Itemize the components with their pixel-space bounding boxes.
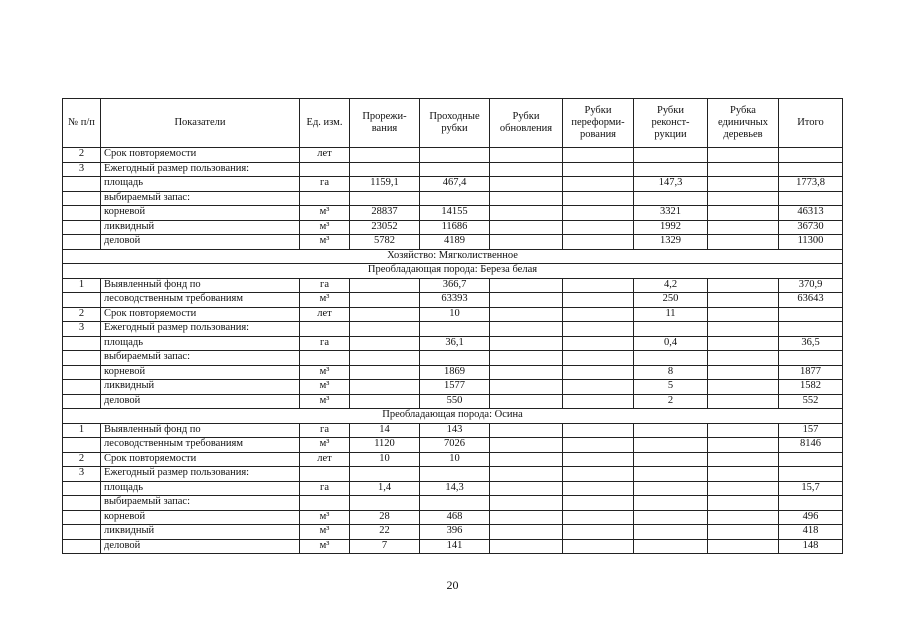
row-unit: га [300, 278, 350, 293]
cell-reconstruction-cutting [634, 452, 708, 467]
cell-reform-cutting [563, 467, 634, 482]
header-reform-cutting: Рубки переформи-рования [563, 99, 634, 148]
row-unit: га [300, 336, 350, 351]
table-row [63, 278, 843, 293]
header-unit: Ед. изм. [300, 99, 350, 148]
section-title: Преобладающая порода: Осина [63, 409, 843, 424]
row-number [63, 394, 101, 409]
cell-reconstruction-cutting: 147,3 [634, 177, 708, 192]
cell-renewal-cutting [490, 322, 563, 337]
header-indicator: Показатели [101, 99, 300, 148]
row-indicator: деловой [101, 394, 300, 409]
row-unit: лет [300, 452, 350, 467]
cell-total [779, 322, 843, 337]
cell-reconstruction-cutting [634, 322, 708, 337]
cell-reconstruction-cutting: 11 [634, 307, 708, 322]
cell-total: 496 [779, 510, 843, 525]
row-number [63, 235, 101, 250]
row-indicator: площадь [101, 481, 300, 496]
header-thinning: Прорежи-вания [350, 99, 420, 148]
cell-renewal-cutting [490, 423, 563, 438]
row-unit: м³ [300, 235, 350, 250]
row-unit: га [300, 481, 350, 496]
cell-reconstruction-cutting: 3321 [634, 206, 708, 221]
cell-thinning: 7 [350, 539, 420, 554]
cell-passage-cutting: 550 [420, 394, 490, 409]
cell-single-tree-cutting [708, 467, 779, 482]
cell-single-tree-cutting [708, 394, 779, 409]
cell-total: 552 [779, 394, 843, 409]
cell-renewal-cutting [490, 206, 563, 221]
row-indicator: Срок повторяемости [101, 452, 300, 467]
row-number: 1 [63, 278, 101, 293]
section-row [63, 249, 843, 264]
row-number [63, 380, 101, 395]
table-row [63, 467, 843, 482]
cell-renewal-cutting [490, 539, 563, 554]
cell-single-tree-cutting [708, 148, 779, 163]
cell-passage-cutting: 10 [420, 307, 490, 322]
row-indicator: выбираемый запас: [101, 351, 300, 366]
cell-renewal-cutting [490, 496, 563, 511]
row-indicator: корневой [101, 510, 300, 525]
cell-total: 46313 [779, 206, 843, 221]
cell-passage-cutting: 7026 [420, 438, 490, 453]
row-unit: м³ [300, 510, 350, 525]
row-indicator: площадь [101, 177, 300, 192]
row-number [63, 177, 101, 192]
cell-renewal-cutting [490, 438, 563, 453]
row-number [63, 481, 101, 496]
cell-single-tree-cutting [708, 539, 779, 554]
cell-thinning: 28 [350, 510, 420, 525]
row-number: 3 [63, 322, 101, 337]
forest-usage-table-page [62, 98, 825, 554]
row-number [63, 438, 101, 453]
row-unit: лет [300, 307, 350, 322]
cell-reform-cutting [563, 206, 634, 221]
cell-reconstruction-cutting: 1329 [634, 235, 708, 250]
cell-renewal-cutting [490, 148, 563, 163]
row-number [63, 365, 101, 380]
cell-reform-cutting [563, 278, 634, 293]
cell-reform-cutting [563, 365, 634, 380]
row-indicator: выбираемый запас: [101, 496, 300, 511]
table-row [63, 351, 843, 366]
row-unit: м³ [300, 394, 350, 409]
header-num: № п/п [63, 99, 101, 148]
cell-reconstruction-cutting: 0,4 [634, 336, 708, 351]
cell-reform-cutting [563, 525, 634, 540]
cell-reform-cutting [563, 481, 634, 496]
cell-passage-cutting [420, 162, 490, 177]
cell-renewal-cutting [490, 307, 563, 322]
cell-total: 36730 [779, 220, 843, 235]
row-indicator: площадь [101, 336, 300, 351]
cell-passage-cutting [420, 467, 490, 482]
row-unit [300, 351, 350, 366]
cell-reconstruction-cutting [634, 481, 708, 496]
cell-renewal-cutting [490, 380, 563, 395]
row-unit: лет [300, 148, 350, 163]
cell-passage-cutting: 1869 [420, 365, 490, 380]
cell-total [779, 467, 843, 482]
cell-total: 1773,8 [779, 177, 843, 192]
cell-reconstruction-cutting [634, 423, 708, 438]
cell-passage-cutting: 141 [420, 539, 490, 554]
cell-reconstruction-cutting [634, 191, 708, 206]
cell-thinning [350, 278, 420, 293]
cell-total: 418 [779, 525, 843, 540]
cell-single-tree-cutting [708, 162, 779, 177]
cell-reform-cutting [563, 423, 634, 438]
cell-passage-cutting [420, 148, 490, 163]
row-unit [300, 467, 350, 482]
cell-single-tree-cutting [708, 365, 779, 380]
table-row [63, 394, 843, 409]
cell-reconstruction-cutting [634, 162, 708, 177]
row-indicator: Ежегодный размер пользования: [101, 467, 300, 482]
cell-reform-cutting [563, 322, 634, 337]
cell-thinning [350, 351, 420, 366]
row-unit: м³ [300, 380, 350, 395]
cell-single-tree-cutting [708, 438, 779, 453]
row-indicator: ликвидный [101, 380, 300, 395]
cell-thinning: 1120 [350, 438, 420, 453]
row-number [63, 351, 101, 366]
cell-total [779, 496, 843, 511]
cell-reform-cutting [563, 351, 634, 366]
cell-renewal-cutting [490, 278, 563, 293]
row-indicator: Ежегодный размер пользования: [101, 162, 300, 177]
cell-total: 11300 [779, 235, 843, 250]
cell-passage-cutting: 14155 [420, 206, 490, 221]
cell-single-tree-cutting [708, 510, 779, 525]
row-number: 1 [63, 423, 101, 438]
cell-total: 63643 [779, 293, 843, 308]
row-indicator: лесоводственным требованиям [101, 293, 300, 308]
table-row [63, 177, 843, 192]
cell-passage-cutting: 36,1 [420, 336, 490, 351]
cell-reform-cutting [563, 380, 634, 395]
row-indicator: Срок повторяемости [101, 148, 300, 163]
cell-total [779, 452, 843, 467]
table-row [63, 307, 843, 322]
cell-passage-cutting: 11686 [420, 220, 490, 235]
row-unit: м³ [300, 206, 350, 221]
table-row [63, 525, 843, 540]
row-indicator: ликвидный [101, 220, 300, 235]
cell-single-tree-cutting [708, 235, 779, 250]
table-row [63, 148, 843, 163]
cell-renewal-cutting [490, 177, 563, 192]
cell-renewal-cutting [490, 525, 563, 540]
row-unit: м³ [300, 220, 350, 235]
cell-total [779, 162, 843, 177]
cell-reform-cutting [563, 336, 634, 351]
row-number [63, 525, 101, 540]
row-unit [300, 496, 350, 511]
table-row [63, 293, 843, 308]
cell-thinning: 1,4 [350, 481, 420, 496]
section-row [63, 264, 843, 279]
cell-passage-cutting [420, 191, 490, 206]
cell-reform-cutting [563, 293, 634, 308]
cell-renewal-cutting [490, 162, 563, 177]
cell-renewal-cutting [490, 394, 563, 409]
cell-passage-cutting: 63393 [420, 293, 490, 308]
cell-reform-cutting [563, 162, 634, 177]
table-row [63, 481, 843, 496]
cell-reconstruction-cutting [634, 539, 708, 554]
cell-reform-cutting [563, 220, 634, 235]
cell-single-tree-cutting [708, 525, 779, 540]
cell-passage-cutting: 396 [420, 525, 490, 540]
cell-total: 1877 [779, 365, 843, 380]
row-number [63, 191, 101, 206]
cell-single-tree-cutting [708, 191, 779, 206]
cell-passage-cutting: 366,7 [420, 278, 490, 293]
row-unit [300, 162, 350, 177]
cell-renewal-cutting [490, 351, 563, 366]
cell-thinning [350, 496, 420, 511]
cell-thinning [350, 148, 420, 163]
row-indicator: деловой [101, 235, 300, 250]
cell-total: 1582 [779, 380, 843, 395]
row-indicator: Выявленный фонд по [101, 278, 300, 293]
cell-reform-cutting [563, 438, 634, 453]
cell-single-tree-cutting [708, 336, 779, 351]
cell-reform-cutting [563, 452, 634, 467]
section-title: Преобладающая порода: Береза белая [63, 264, 843, 279]
cell-reform-cutting [563, 510, 634, 525]
cell-reform-cutting [563, 539, 634, 554]
header-reconstruction-cutting: Рубки реконст-рукции [634, 99, 708, 148]
cell-renewal-cutting [490, 293, 563, 308]
table-row [63, 336, 843, 351]
cell-passage-cutting: 4189 [420, 235, 490, 250]
cell-reconstruction-cutting: 250 [634, 293, 708, 308]
cell-reconstruction-cutting: 1992 [634, 220, 708, 235]
cell-thinning [350, 336, 420, 351]
cell-passage-cutting: 10 [420, 452, 490, 467]
cell-total [779, 148, 843, 163]
row-unit [300, 322, 350, 337]
cell-thinning [350, 380, 420, 395]
row-indicator: ликвидный [101, 525, 300, 540]
cell-reconstruction-cutting [634, 496, 708, 511]
row-indicator: Ежегодный размер пользования: [101, 322, 300, 337]
cell-total [779, 351, 843, 366]
cell-passage-cutting: 467,4 [420, 177, 490, 192]
row-unit: га [300, 423, 350, 438]
table-row [63, 206, 843, 221]
row-indicator: Выявленный фонд по [101, 423, 300, 438]
cell-single-tree-cutting [708, 452, 779, 467]
cell-reform-cutting [563, 235, 634, 250]
cell-total: 36,5 [779, 336, 843, 351]
cell-single-tree-cutting [708, 278, 779, 293]
table-row [63, 191, 843, 206]
cell-single-tree-cutting [708, 206, 779, 221]
cell-reform-cutting [563, 191, 634, 206]
cell-renewal-cutting [490, 365, 563, 380]
cell-reconstruction-cutting [634, 438, 708, 453]
table-row [63, 496, 843, 511]
cell-passage-cutting [420, 496, 490, 511]
cell-thinning [350, 365, 420, 380]
row-indicator: выбираемый запас: [101, 191, 300, 206]
cell-reconstruction-cutting [634, 510, 708, 525]
cell-total: 157 [779, 423, 843, 438]
page-number: 20 [446, 578, 459, 592]
cell-renewal-cutting [490, 220, 563, 235]
table-row [63, 380, 843, 395]
row-unit: м³ [300, 525, 350, 540]
row-number [63, 220, 101, 235]
table-row [63, 510, 843, 525]
row-unit: м³ [300, 539, 350, 554]
table-row [63, 452, 843, 467]
table-row [63, 162, 843, 177]
cell-thinning: 1159,1 [350, 177, 420, 192]
row-unit: м³ [300, 438, 350, 453]
cell-single-tree-cutting [708, 293, 779, 308]
cell-thinning [350, 322, 420, 337]
table-body [63, 148, 843, 554]
row-number: 3 [63, 467, 101, 482]
table-row [63, 235, 843, 250]
row-unit: м³ [300, 293, 350, 308]
row-number [63, 539, 101, 554]
cell-reconstruction-cutting: 4,2 [634, 278, 708, 293]
cell-reconstruction-cutting [634, 525, 708, 540]
row-number [63, 496, 101, 511]
row-number: 2 [63, 452, 101, 467]
cell-thinning [350, 307, 420, 322]
cell-reconstruction-cutting: 8 [634, 365, 708, 380]
cell-single-tree-cutting [708, 307, 779, 322]
table-row [63, 438, 843, 453]
row-indicator: лесоводственным требованиям [101, 438, 300, 453]
cell-thinning: 23052 [350, 220, 420, 235]
row-unit: м³ [300, 365, 350, 380]
row-number: 3 [63, 162, 101, 177]
cell-thinning: 22 [350, 525, 420, 540]
cell-single-tree-cutting [708, 380, 779, 395]
row-number: 2 [63, 307, 101, 322]
header-single-tree-cutting: Рубка единичных деревьев [708, 99, 779, 148]
cell-total: 370,9 [779, 278, 843, 293]
cell-thinning [350, 162, 420, 177]
table-row [63, 539, 843, 554]
cell-total: 148 [779, 539, 843, 554]
cell-thinning: 5782 [350, 235, 420, 250]
cell-passage-cutting: 14,3 [420, 481, 490, 496]
cell-thinning [350, 394, 420, 409]
row-unit [300, 191, 350, 206]
section-title: Хозяйство: Мягколиственное [63, 249, 843, 264]
cell-reconstruction-cutting: 2 [634, 394, 708, 409]
header-renewal-cutting: Рубки обновления [490, 99, 563, 148]
cell-renewal-cutting [490, 336, 563, 351]
table-row [63, 365, 843, 380]
cell-renewal-cutting [490, 467, 563, 482]
row-number [63, 336, 101, 351]
cell-single-tree-cutting [708, 481, 779, 496]
row-unit: га [300, 177, 350, 192]
row-indicator: деловой [101, 539, 300, 554]
cell-renewal-cutting [490, 452, 563, 467]
cell-passage-cutting: 143 [420, 423, 490, 438]
cell-reform-cutting [563, 307, 634, 322]
cell-single-tree-cutting [708, 496, 779, 511]
cell-thinning [350, 293, 420, 308]
cell-reform-cutting [563, 394, 634, 409]
cell-total [779, 307, 843, 322]
header-total: Итого [779, 99, 843, 148]
cell-reform-cutting [563, 496, 634, 511]
section-row [63, 409, 843, 424]
cell-thinning [350, 467, 420, 482]
cell-total [779, 191, 843, 206]
row-number [63, 293, 101, 308]
row-indicator: корневой [101, 206, 300, 221]
cell-reform-cutting [563, 177, 634, 192]
cell-thinning: 14 [350, 423, 420, 438]
table-row [63, 322, 843, 337]
cell-passage-cutting: 1577 [420, 380, 490, 395]
row-indicator: корневой [101, 365, 300, 380]
cell-single-tree-cutting [708, 220, 779, 235]
cell-single-tree-cutting [708, 351, 779, 366]
cell-reconstruction-cutting: 5 [634, 380, 708, 395]
cell-renewal-cutting [490, 191, 563, 206]
table-header-row [63, 99, 843, 148]
cell-reconstruction-cutting [634, 467, 708, 482]
cell-total: 8146 [779, 438, 843, 453]
cell-renewal-cutting [490, 510, 563, 525]
row-number: 2 [63, 148, 101, 163]
forest-usage-table [62, 98, 843, 554]
cell-thinning: 28837 [350, 206, 420, 221]
cell-passage-cutting [420, 322, 490, 337]
cell-thinning: 10 [350, 452, 420, 467]
cell-single-tree-cutting [708, 322, 779, 337]
row-number [63, 510, 101, 525]
cell-renewal-cutting [490, 235, 563, 250]
row-number [63, 206, 101, 221]
cell-reconstruction-cutting [634, 351, 708, 366]
cell-passage-cutting [420, 351, 490, 366]
cell-renewal-cutting [490, 481, 563, 496]
table-row [63, 423, 843, 438]
cell-total: 15,7 [779, 481, 843, 496]
cell-single-tree-cutting [708, 423, 779, 438]
cell-reconstruction-cutting [634, 148, 708, 163]
cell-single-tree-cutting [708, 177, 779, 192]
cell-reform-cutting [563, 148, 634, 163]
header-passage-cutting: Проходные рубки [420, 99, 490, 148]
cell-thinning [350, 191, 420, 206]
row-indicator: Срок повторяемости [101, 307, 300, 322]
cell-passage-cutting: 468 [420, 510, 490, 525]
table-row [63, 220, 843, 235]
